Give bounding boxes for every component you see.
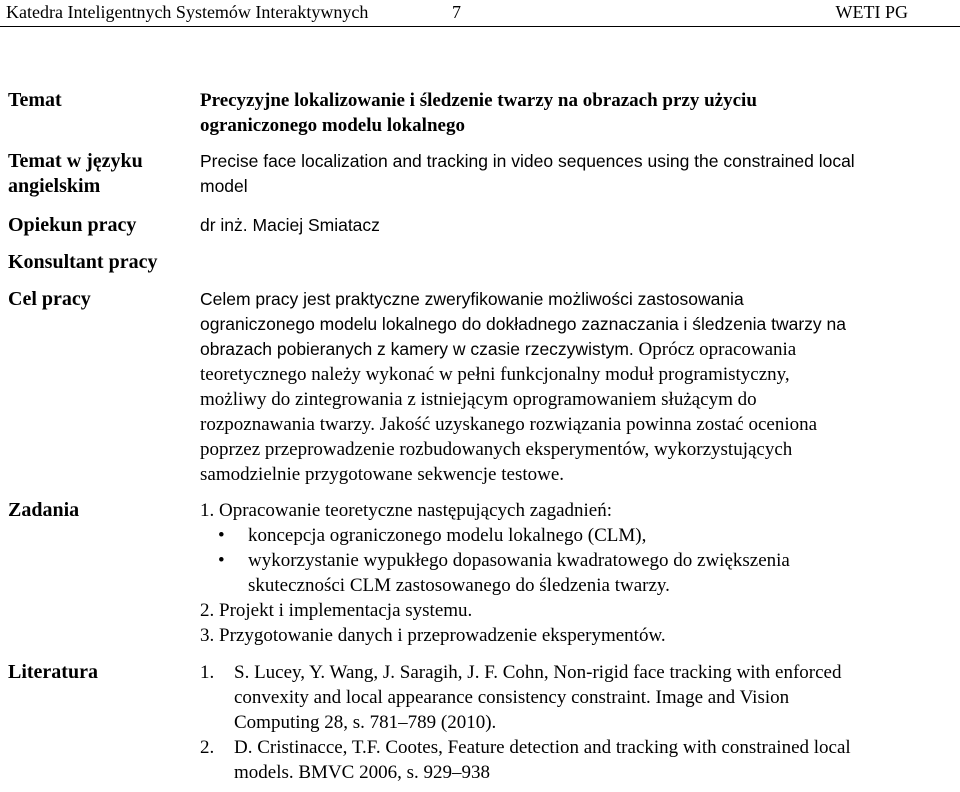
task-bullet-text: wykorzystanie wypukłego dopasowania kwadratowego do zwiększenia: [248, 550, 790, 571]
goal-line: poprzez przeprowadzenie rozbudowanych eksperymentów, wykorzystujących: [200, 439, 793, 460]
goal-line-part: rozpoznawania twarzy.: [200, 414, 375, 435]
page-header: [0, 0, 960, 27]
goal-line: Celem pracy jest praktyczne zweryfikowanie możliwości zastosowania: [200, 289, 744, 309]
goal-line: [200, 337, 952, 362]
label-temat-en-line: angielskim: [8, 175, 101, 197]
reference-number: 1.: [200, 662, 215, 683]
label-opiekun: Opiekun pracy: [8, 214, 137, 236]
label-cel: Cel pracy: [8, 288, 91, 310]
task-item: 1. Opracowanie teoretyczne następujących zagadnień:: [200, 500, 612, 521]
header-faculty: WETI PG: [835, 2, 908, 22]
label-konsultant: Konsultant pracy: [8, 251, 158, 273]
goal-text: [200, 287, 952, 487]
thesis-title-en-line: model: [200, 176, 248, 196]
reference-item: [200, 735, 952, 785]
label-temat-en: [8, 149, 190, 199]
thesis-title-pl-line: ograniczonego modelu lokalnego: [200, 115, 465, 136]
reference-line: D. Cristinacce, T.F. Cootes, Feature detection and tracking with constrained local: [234, 737, 851, 758]
reference-line: models. BMVC 2006, s. 929–938: [234, 762, 490, 783]
label-zadania: Zadania: [8, 499, 80, 521]
goal-line: [200, 412, 952, 437]
bullet-icon: •: [218, 550, 225, 571]
label-temat-en-line: Temat w języku: [8, 150, 143, 172]
label-literatura: Literatura: [8, 661, 98, 683]
goal-line-part: obrazach pobieranych z kamery w czasie rzeczywistym.: [200, 339, 634, 359]
goal-line: ograniczonego modelu lokalnego do dokładnego zaznaczania i śledzenia twarzy na: [200, 314, 846, 334]
goal-line: samodzielnie przygotowane sekwencje testowe.: [200, 464, 565, 485]
task-bullet: [200, 523, 952, 548]
task-bullet-text: skuteczności CLM zastosowanego do śledzenia twarzy.: [248, 575, 670, 596]
task-bullet-text: koncepcja ograniczonego modelu lokalnego (CLM),: [248, 525, 647, 546]
thesis-title-pl: [200, 88, 952, 138]
page-number: 7: [452, 2, 461, 22]
goal-line: teoretycznego należy wykonać w pełni funkcjonalny moduł programistyczny,: [200, 364, 790, 385]
supervisor-name: dr inż. Maciej Smiatacz: [200, 215, 380, 235]
bullet-icon: •: [218, 525, 225, 546]
reference-line: Computing 28, s. 781–789 (2010).: [234, 712, 497, 733]
thesis-title-en: [200, 149, 952, 199]
task-bullet: [200, 548, 952, 573]
label-temat: Temat: [8, 89, 62, 111]
reference-number: 2.: [200, 737, 215, 758]
reference-item: [200, 660, 952, 735]
task-item: 2. Projekt i implementacja systemu.: [200, 600, 473, 621]
reference-line: S. Lucey, Y. Wang, J. Saragih, J. F. Cohn, Non-rigid face tracking with enforced: [234, 662, 842, 683]
header-department: Katedra Inteligentnych Systemów Interaktywnych: [6, 2, 369, 22]
reference-line: convexity and local appearance consistency constraint. Image and Vision: [234, 687, 790, 708]
tasks-list: [200, 498, 952, 648]
thesis-title-pl-line: Precyzyjne lokalizowanie i śledzenie twarzy na obrazach przy użyciu: [200, 90, 757, 111]
thesis-title-en-line: Precise face localization and tracking in video sequences using the constrained local: [200, 151, 855, 171]
task-item: 3. Przygotowanie danych i przeprowadzenie eksperymentów.: [200, 625, 666, 646]
goal-line-part: Oprócz opracowania: [633, 339, 797, 360]
goal-line: możliwy do zintegrowania z istniejącym oprogramowaniem służącym do: [200, 389, 757, 410]
references-list: [200, 660, 952, 785]
goal-line-part: Jakość uzyskanego rozwiązania powinna zostać oceniona: [374, 414, 818, 435]
